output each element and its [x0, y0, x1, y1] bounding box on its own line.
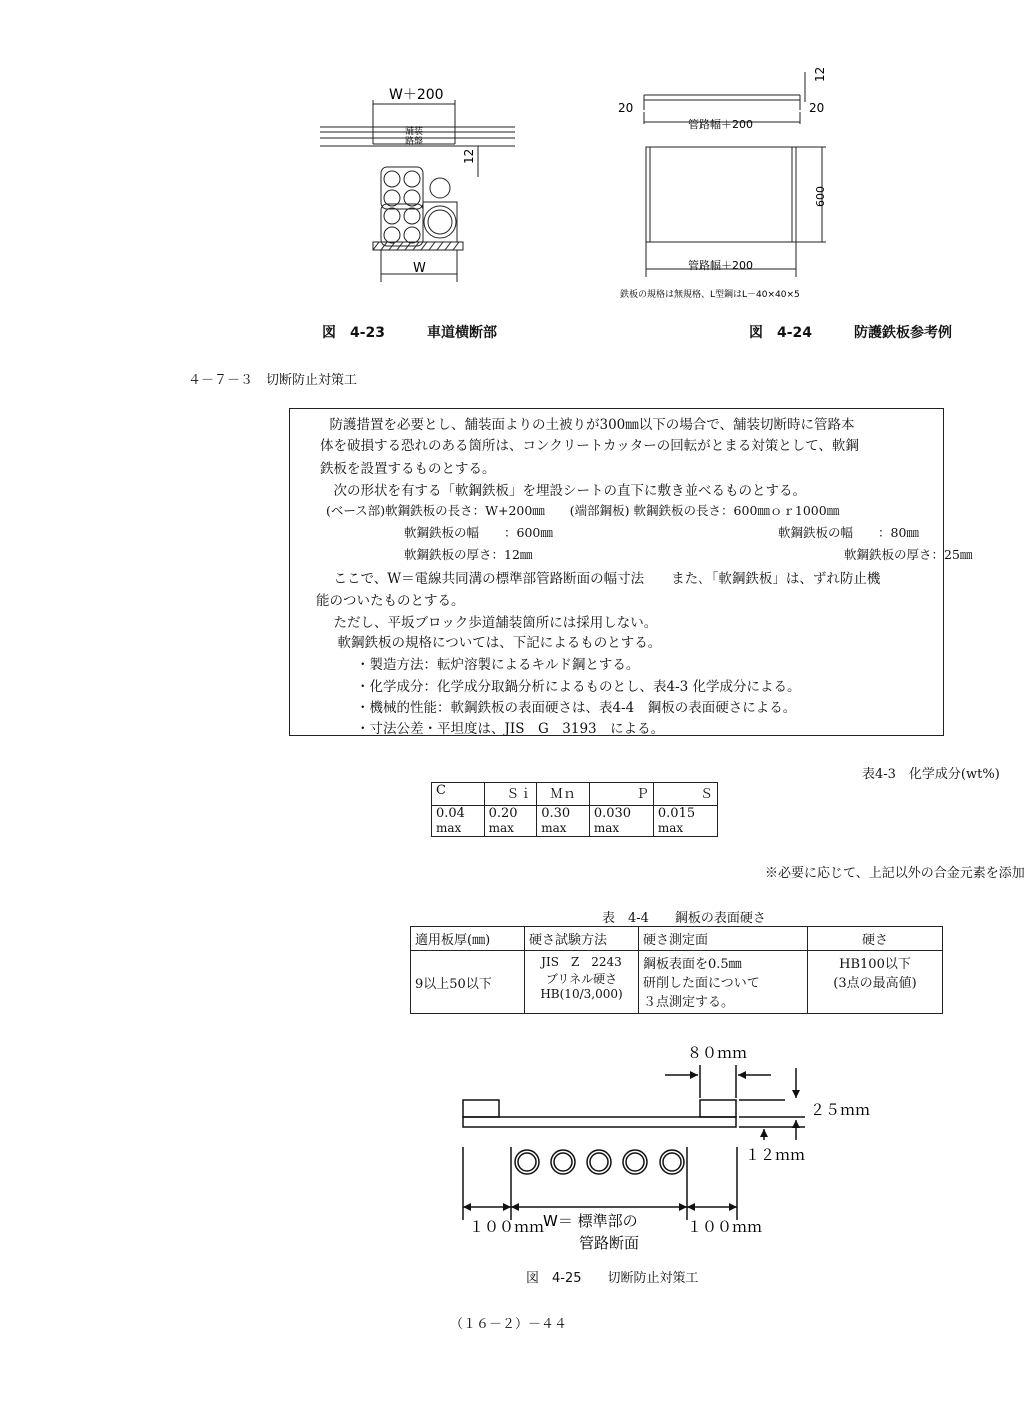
- box-line-1: 防護措置を必要とし、舗装面よりの土被りが300㎜以下の場合で、舗装切断時に管路本: [316, 417, 855, 433]
- table-row: [411, 927, 943, 951]
- fig25-w80: ８０ｍｍ: [687, 1044, 748, 1062]
- table-row: [432, 806, 718, 837]
- box-bullet-4: ・寸法公差・平坦度は、JIS G 3193 による。: [356, 721, 665, 737]
- table-4-3: [431, 782, 718, 837]
- table43-header-p: Ｐ: [589, 783, 653, 806]
- table43-header-c: C: [432, 783, 485, 806]
- table43-note: ※必要に応じて、上記以外の合金元素を添加: [765, 866, 1025, 881]
- table-row: [432, 783, 718, 806]
- box-line-2: 体を破損する恐れのある箇所は、コンクリートカッターの回転がとまる対策として、軟鋼: [320, 438, 859, 454]
- fig23-depth: 12: [462, 148, 476, 164]
- table44-surface: 鋼板表面を0.5㎜ 研削した面について ３点測定する。: [639, 951, 808, 1014]
- box-line-7b: 軟鋼鉄板の厚さ：25㎜: [844, 547, 973, 562]
- fig24-h600: 600: [814, 186, 827, 207]
- table43-value-c: 0.04 max: [432, 806, 485, 837]
- fig25-w-label-2: 管路断面: [579, 1234, 640, 1252]
- box-line-5: (ベース部)軟鋼鉄板の長さ：W+200㎜ (端部鋼板) 軟鋼鉄板の長さ：600㎜ｏｒ1000㎜: [326, 503, 840, 518]
- page-number: （１６－２）－４４: [450, 1317, 568, 1332]
- table43-header-mn: Ｍｎ: [537, 783, 590, 806]
- table44-thickness: 9以上50以下: [411, 951, 525, 1014]
- fig25-t25: ２５ｍｍ: [810, 1101, 871, 1119]
- box-line-8: ここで、W＝電線共同溝の標準部管路断面の幅寸法 また､「軟鋼鉄板」は、ずれ防止機: [320, 571, 881, 587]
- fig25-w-label-1: W＝ 標準部の: [543, 1212, 638, 1230]
- figure-4-25: [455, 1040, 895, 1255]
- fig25-caption: 図 4-25 切断防止対策工: [526, 1271, 699, 1286]
- fig24-right20: 20: [809, 101, 825, 115]
- fig24-left20: 20: [618, 101, 634, 115]
- fig23-pave-label: 舗装: [405, 127, 424, 137]
- fig25-t12: １２ｍｍ: [745, 1146, 806, 1164]
- table44-caption: 表 4-4 鋼板の表面硬さ: [602, 911, 766, 926]
- table44-method: JIS Z 2243 ブリネル硬さ HB(10/3,000): [525, 951, 639, 1014]
- table43-value-p: 0.030 max: [589, 806, 653, 837]
- box-line-10: ただし、平坂ブロック歩道舗装箇所には採用しない。: [320, 615, 658, 631]
- box-line-6a: 軟鋼鉄板の幅 ：600㎜: [404, 525, 553, 540]
- table43-header-s: Ｓ: [653, 783, 717, 806]
- table44-header-method: 硬さ試験方法: [525, 927, 639, 951]
- box-line-7a: 軟鋼鉄板の厚さ：12㎜: [404, 547, 533, 562]
- box-bullet-3: ・機械的性能：軟鋼鉄板の表面硬さは、表4-4 鋼板の表面硬さによる。: [356, 700, 797, 716]
- table43-header-si: Ｓｉ: [484, 783, 537, 806]
- fig25-left100: １００ｍｍ: [469, 1218, 545, 1236]
- table44-header-hardness: 硬さ: [808, 927, 943, 951]
- figure-4-24: [610, 62, 835, 302]
- box-line-4: 次の形状を有する「軟鋼鉄板」を埋設シートの直下に敷き並べるものとする。: [320, 483, 806, 499]
- fig23-base-label: 路盤: [405, 137, 424, 147]
- table44-hardness: HB100以下 (3点の最高値): [808, 951, 943, 1014]
- table44-header-thickness: 適用板厚(㎜): [411, 927, 525, 951]
- table-row: [411, 951, 943, 1014]
- fig23-width: W: [413, 261, 426, 276]
- table43-caption: 表4-3 化学成分(wt%): [862, 767, 1000, 782]
- box-line-9: 能のついたものとする。: [316, 593, 465, 609]
- box-bullet-1: ・製造方法：転炉溶製によるキルド鋼とする。: [356, 657, 640, 673]
- fig25-right100: １００ｍｍ: [687, 1218, 763, 1236]
- fig24-caption: 図 4-24 防護鉄板参考例: [749, 325, 953, 341]
- section-heading: ４－７－３ 切断防止対策工: [188, 373, 358, 388]
- box-bullet-2: ・化学成分：化学成分取鍋分析によるものとし、表4-3 化学成分による。: [356, 679, 801, 695]
- fig24-bottom-width: 管路幅＋200: [688, 259, 753, 272]
- table44-header-surface: 硬さ測定面: [639, 927, 808, 951]
- fig24-top-width: 管路幅＋200: [688, 118, 753, 131]
- box-line-3: 鉄板を設置するものとする。: [320, 461, 496, 477]
- fig24-note: 鉄板の規格は無規格、L型鋼はL－40×40×5: [620, 290, 800, 300]
- table43-value-mn: 0.30 max: [537, 806, 590, 837]
- table43-value-si: 0.20 max: [484, 806, 537, 837]
- fig23-width-plus: W＋200: [389, 87, 444, 103]
- specification-box: [289, 408, 973, 737]
- table-4-4: [410, 926, 943, 1014]
- fig23-caption: 図 4-23 車道横断部: [322, 325, 498, 341]
- box-line-11: 軟鋼鉄板の規格については、下記によるものとする。: [324, 635, 662, 651]
- box-line-6b: 軟鋼鉄板の幅 ：80㎜: [778, 525, 919, 540]
- table43-value-s: 0.015 max: [653, 806, 717, 837]
- figure-4-23: [315, 82, 520, 292]
- fig24-t12: 12: [813, 66, 827, 82]
